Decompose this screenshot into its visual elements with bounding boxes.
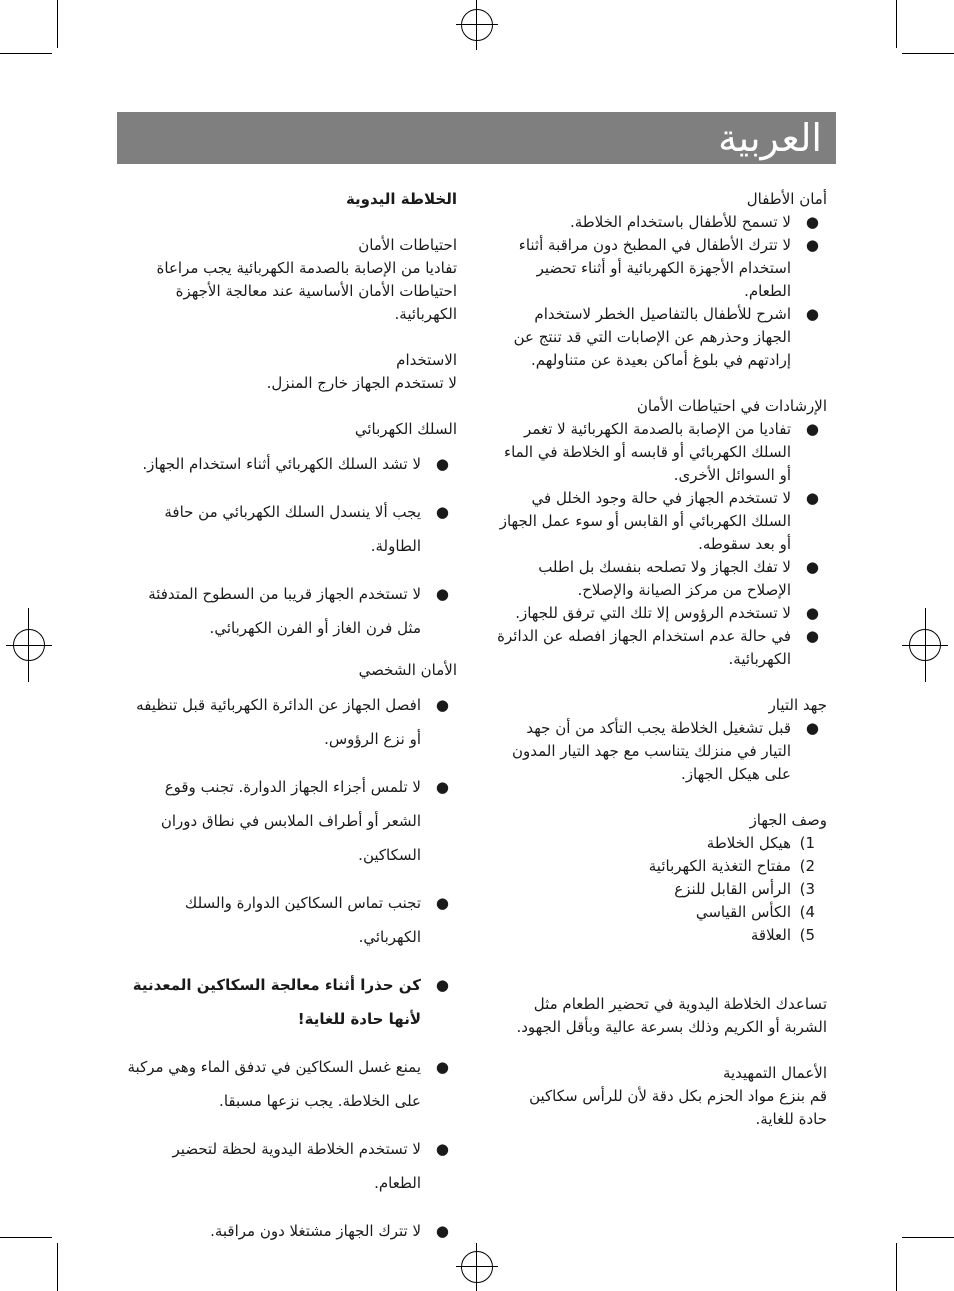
bullet-icon: ● (435, 1140, 449, 1158)
section-heading: وصف الجهاز (749, 811, 827, 829)
bullet-icon: ● (435, 1058, 449, 1076)
bullet-icon: ● (805, 213, 819, 231)
list-item: ● افصل الجهاز عن الدائرة الكهربائية قبل تنظيفه أو نزع الرؤوس. (127, 688, 457, 756)
list-item-warning: ● كن حذرا أثناء معالجة السكاكين المعدنية لأنها حادة للغاية! (127, 968, 457, 1036)
list-item: ● لا تترك الجهاز مشتغلا دون مراقبة. (127, 1214, 457, 1248)
crop-mark (0, 53, 52, 54)
parts-list-item: 3) الرأس القابل للنزع (674, 880, 815, 898)
bullet-icon: ● (435, 778, 449, 796)
crop-mark (57, 0, 58, 48)
language-header: العربية (117, 112, 836, 164)
page-title: الخلاطة اليدوية (345, 190, 457, 208)
list-item: ● تفاديا من الإصابة بالصدمة الكهربائية لا تغمر السلك الكهربائي أو قابسه أو الخلاطة في الماء أو السوائل الأخرى. (504, 420, 819, 484)
bullet-icon: ● (805, 604, 819, 622)
bullet-icon: ● (435, 455, 449, 473)
preparation-section (497, 1062, 827, 1131)
parts-list-item: 2) مفتاح التغذية الكهربائية (648, 857, 815, 875)
left-column (127, 188, 457, 1248)
bullet-icon: ● (435, 976, 449, 994)
registration-circle (461, 1251, 493, 1283)
crop-mark (0, 1237, 52, 1238)
cord-section (127, 418, 457, 645)
bullet-icon: ● (805, 420, 819, 438)
section-heading: جهد التيار (768, 696, 827, 714)
list-item: ● لا تستخدم الرؤوس إلا تلك التي ترفق للجهاز. (497, 602, 827, 625)
crop-mark (902, 53, 954, 54)
bullet-icon: ● (805, 305, 819, 323)
section-heading: أمان الأطفال (746, 190, 827, 208)
list-item: ● لا تستخدم الجهاز قريبا من السطوح المتدفئة مثل فرن الغاز أو الفرن الكهربائي. (127, 577, 457, 645)
crop-mark (896, 0, 897, 48)
list-item: ● لا تلمس أجزاء الجهاز الدوارة. تجنب وقوع الشعر أو أطراف الملابس في نطاق دوران السكاكين. (127, 770, 457, 872)
registration-circle (13, 629, 45, 661)
parts-list-item: 5) العلاقة (750, 926, 815, 944)
list-item: ● اشرح للأطفال بالتفاصيل الخطر لاستخدام الجهاز وحذرهم عن الإصابات التي قد تنتج عن إرادتهم في بلوغ أماكن بعيدة عن متناولهم. (513, 305, 819, 369)
section-heading: الأمان الشخصي (358, 661, 457, 679)
list-item: ● لا تفك الجهاز ولا تصلحه بنفسك بل اطلب الإصلاح من مركز الصيانة والإصلاح. (538, 558, 819, 599)
bullet-icon: ● (435, 894, 449, 912)
bullet-icon: ● (435, 696, 449, 714)
child-safety-section (497, 188, 827, 372)
safety-instructions-section (497, 395, 827, 671)
bullet-icon: ● (805, 719, 819, 737)
bullet-icon: ● (435, 503, 449, 521)
precautions-section (127, 234, 457, 326)
paragraph: لا تستخدم الجهاز خارج المنزل. (266, 374, 457, 392)
bullet-icon: ● (805, 627, 819, 645)
crop-mark (57, 1243, 58, 1291)
section-heading: الأعمال التمهيدية (722, 1064, 827, 1082)
section-heading: السلك الكهربائي (354, 420, 457, 438)
personal-safety-section (127, 659, 457, 1248)
parts-list-item: 4) الكأس القياسي (695, 903, 815, 921)
list-item: ● لا تستخدم الجهاز في حالة وجود الخلل في السلك الكهربائي أو القابس أو سوء عمل الجهاز أو بعد سقوطه. (499, 489, 819, 553)
section-heading: الاستخدام (396, 351, 457, 369)
list-item: ● لا تسمح للأطفال باستخدام الخلاطة. (497, 211, 827, 234)
list-item: ● يجب ألا ينسدل السلك الكهربائي من حافة الطاولة. (127, 495, 457, 563)
bullet-icon: ● (805, 489, 819, 507)
paragraph: قم بنزع مواد الحزم بكل دقة لأن للرأس سكاكين حادة للغاية. (529, 1087, 827, 1128)
registration-circle (461, 9, 493, 41)
section-heading: الإرشادات في احتياطات الأمان (636, 397, 827, 415)
description-section (497, 809, 827, 947)
paragraph: تفاديا من الإصابة بالصدمة الكهربائية يجب مراعاة احتياطات الأمان الأساسية عند معالجة الأجهزة الكهربائية. (156, 259, 457, 323)
section-heading: احتياطات الأمان (358, 236, 457, 254)
crop-mark (896, 1243, 897, 1291)
list-item: ● يمنع غسل السكاكين في تدفق الماء وهي مركبة على الخلاطة. يجب نزعها مسبقا. (127, 1050, 457, 1118)
list-item: ● في حالة عدم استخدام الجهاز افصله عن الدائرة الكهربائية. (497, 627, 819, 668)
bullet-icon: ● (435, 585, 449, 603)
list-item: ● لا تترك الأطفال في المطبخ دون مراقبة أثناء استخدام الأجهزة الكهربائية أو أثناء تحضير الطعام. (518, 236, 819, 300)
crop-mark (902, 1237, 954, 1238)
registration-circle (909, 629, 941, 661)
list-item: ● لا تشد السلك الكهربائي أثناء استخدام الجهاز. (127, 447, 457, 481)
bullet-icon: ● (435, 1222, 449, 1240)
bullet-icon: ● (805, 558, 819, 576)
list-item: ● قبل تشغيل الخلاطة يجب التأكد من أن جهد التيار في منزلك يتناسب مع جهد التيار المدون على هيكل الجهاز. (511, 719, 819, 783)
list-item: ● تجنب تماس السكاكين الدوارة والسلك الكهربائي. (127, 886, 457, 954)
parts-list-item: 1) هيكل الخلاطة (706, 834, 815, 852)
right-column (497, 188, 827, 1131)
bullet-icon: ● (805, 236, 819, 254)
list-item: ● لا تستخدم الخلاطة اليدوية لحظة لتحضير الطعام. (127, 1132, 457, 1200)
usage-section (127, 349, 457, 395)
voltage-section (497, 694, 827, 786)
intro-paragraph: تساعدك الخلاطة اليدوية في تحضير الطعام مثل الشربة أو الكريم وذلك بسرعة عالية وبأقل الجهود. (516, 995, 827, 1036)
